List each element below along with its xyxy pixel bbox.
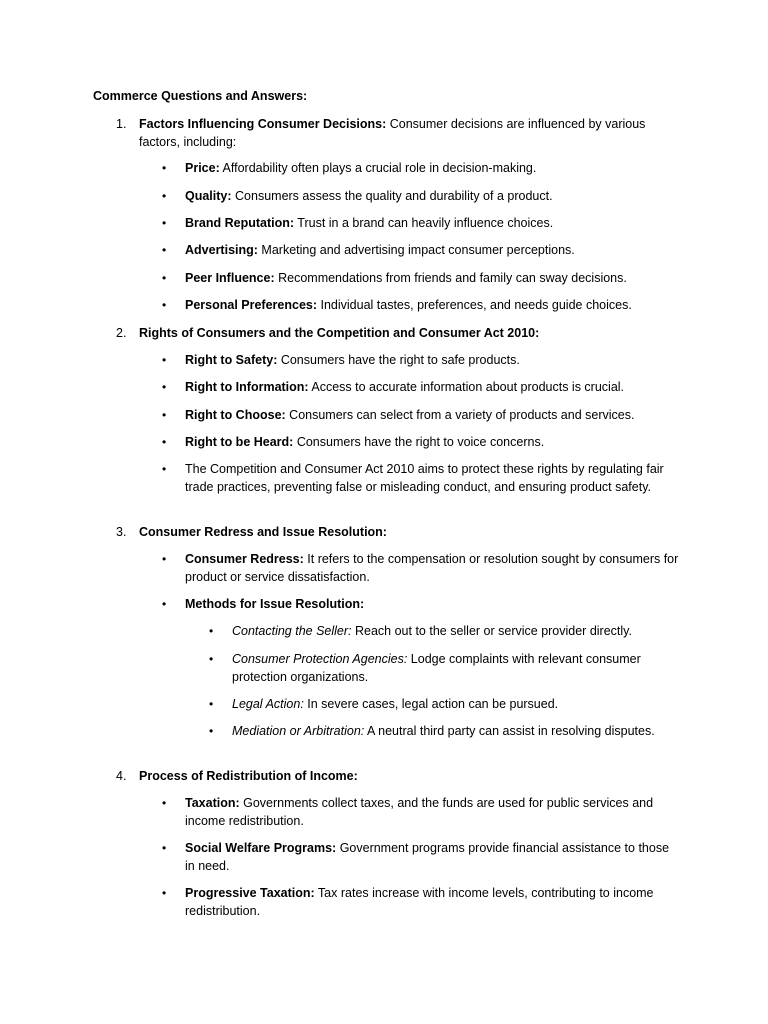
bullet-icon: • bbox=[162, 216, 167, 230]
bullet-icon: • bbox=[209, 724, 214, 738]
item-label: Taxation: bbox=[185, 796, 240, 810]
section-number: 4. bbox=[116, 769, 127, 783]
item-text: Consumers have the right to voice concerns. bbox=[293, 435, 545, 449]
item-label: Right to Safety: bbox=[185, 353, 278, 367]
bullet-icon: • bbox=[162, 552, 167, 566]
bullet-icon: • bbox=[162, 886, 167, 900]
item-label: Right to be Heard: bbox=[185, 435, 294, 449]
item-label: Right to Choose: bbox=[185, 408, 286, 422]
section-intro bbox=[139, 767, 659, 785]
bullet-icon: • bbox=[162, 435, 167, 449]
bullet-icon: • bbox=[162, 161, 167, 175]
item-label: Mediation or Arbitration: bbox=[232, 724, 365, 738]
section-intro bbox=[139, 115, 659, 151]
item-text: It refers to the compensation or resolution sought by consumers for product or service dissatisfaction. bbox=[185, 552, 679, 584]
item-text: Trust in a brand can heavily influence choices. bbox=[294, 216, 554, 230]
section-heading: Factors Influencing Consumer Decisions: bbox=[139, 117, 387, 131]
bullet-icon: • bbox=[162, 841, 167, 855]
item-text: Consumers have the right to safe products. bbox=[277, 353, 520, 367]
bullet-icon: • bbox=[162, 298, 167, 312]
section-intro bbox=[139, 324, 659, 342]
bullet-icon: • bbox=[162, 271, 167, 285]
bullet-icon: • bbox=[162, 243, 167, 257]
item-text: Reach out to the seller or service provider directly. bbox=[351, 624, 632, 638]
item-label: Quality: bbox=[185, 189, 232, 203]
item-text: Tax rates increase with income levels, contributing to income redistribution. bbox=[185, 886, 654, 918]
item-label: Methods for Issue Resolution: bbox=[185, 597, 365, 611]
item-text: Access to accurate information about products is crucial. bbox=[308, 380, 625, 394]
item-label: Brand Reputation: bbox=[185, 216, 295, 230]
item-label: Legal Action: bbox=[232, 697, 304, 711]
section-intro bbox=[139, 523, 659, 541]
bullet-icon: • bbox=[162, 353, 167, 367]
section-intro-text: Consumer decisions are influenced by various factors, including: bbox=[139, 117, 646, 149]
item-text: Recommendations from friends and family can sway decisions. bbox=[274, 271, 627, 285]
item-text: In severe cases, legal action can be pursued. bbox=[303, 697, 559, 711]
section-heading: Consumer Redress and Issue Resolution: bbox=[139, 525, 387, 539]
bullet-icon: • bbox=[209, 697, 214, 711]
bullet-icon: • bbox=[162, 462, 167, 476]
bullet-icon: • bbox=[209, 624, 214, 638]
item-label: Progressive Taxation: bbox=[185, 886, 315, 900]
section-number: 2. bbox=[116, 326, 127, 340]
item-label: Right to Information: bbox=[185, 380, 309, 394]
bullet-icon: • bbox=[162, 380, 167, 394]
item-label: Consumer Redress: bbox=[185, 552, 304, 566]
item-text: Affordability often plays a crucial role in decision-making. bbox=[219, 161, 537, 175]
item-label: Social Welfare Programs: bbox=[185, 841, 337, 855]
bullet-icon: • bbox=[209, 652, 214, 666]
bullet-icon: • bbox=[162, 796, 167, 810]
item-text: Marketing and advertising impact consumer perceptions. bbox=[257, 243, 575, 257]
item-label: Peer Influence: bbox=[185, 271, 275, 285]
section-heading: Process of Redistribution of Income: bbox=[139, 769, 358, 783]
item-text: Individual tastes, preferences, and needs guide choices. bbox=[317, 298, 632, 312]
section-heading: Rights of Consumers and the Competition and Consumer Act 2010: bbox=[139, 326, 540, 340]
section-number: 3. bbox=[116, 525, 127, 539]
bullet-icon: • bbox=[162, 597, 167, 611]
item-text: A neutral third party can assist in resolving disputes. bbox=[364, 724, 655, 738]
item-label: Personal Preferences: bbox=[185, 298, 318, 312]
item-label: Consumer Protection Agencies: bbox=[232, 652, 408, 666]
bullet-icon: • bbox=[162, 189, 167, 203]
item-label: Price: bbox=[185, 161, 220, 175]
item-text: Consumers assess the quality and durability of a product. bbox=[231, 189, 553, 203]
item-text: Governments collect taxes, and the funds are used for public services and income redistribution. bbox=[185, 796, 654, 828]
section-number: 1. bbox=[116, 117, 127, 131]
item-label: Advertising: bbox=[185, 243, 258, 257]
item-text: Lodge complaints with relevant consumer protection organizations. bbox=[232, 652, 641, 684]
bullet-icon: • bbox=[162, 408, 167, 422]
item-label: Contacting the Seller: bbox=[232, 624, 352, 638]
document-title: Commerce Questions and Answers: bbox=[93, 89, 308, 103]
item-text: Government programs provide financial assistance to those in need. bbox=[185, 841, 670, 873]
item-text: The Competition and Consumer Act 2010 aims to protect these rights by regulating fair trade practices, preventing false or misleading conduct, and ensuring product safety. bbox=[185, 462, 664, 494]
item-text: Consumers can select from a variety of products and services. bbox=[285, 408, 635, 422]
